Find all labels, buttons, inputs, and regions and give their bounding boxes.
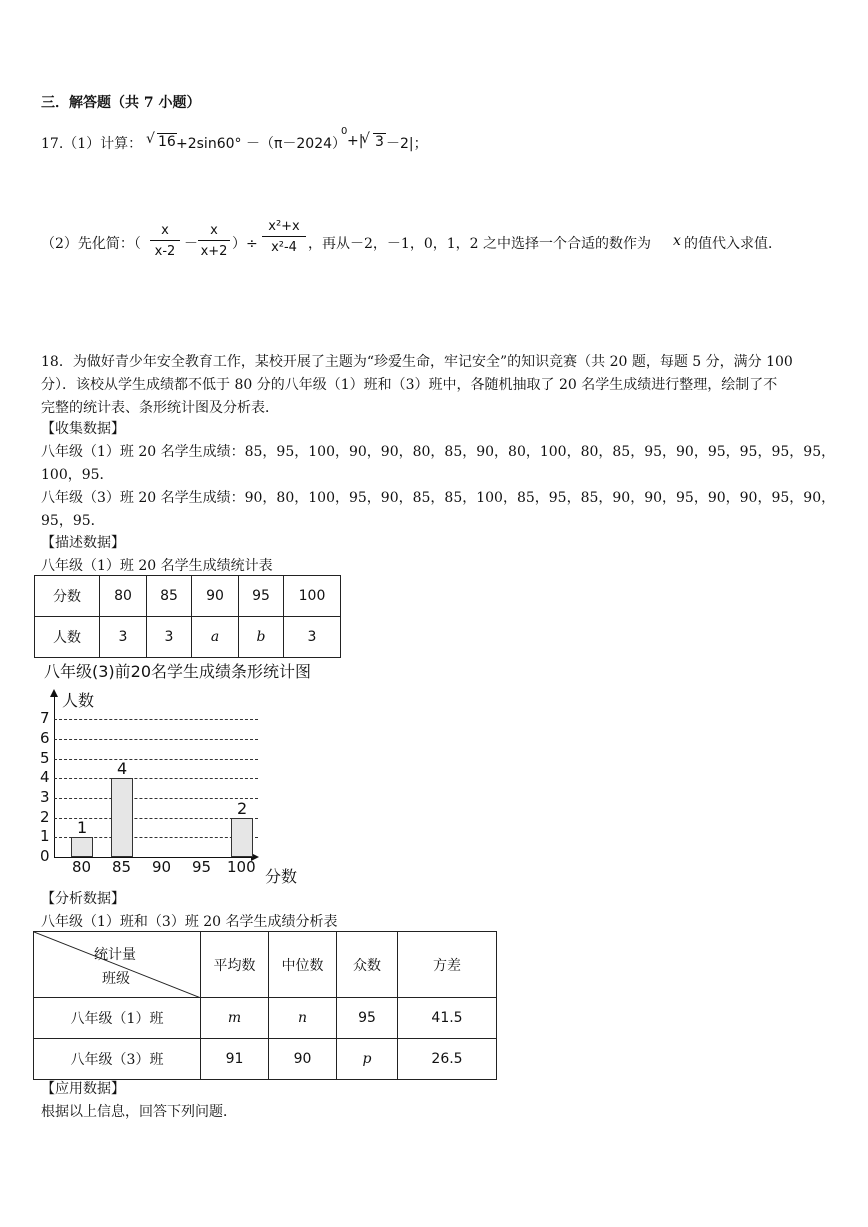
class3-data-line-1: 八年级（3）班 20 名学生成绩：90，80，100，95，90，85，85，100，85，95，85，90，90，95，90，90，95，90， (41, 490, 836, 506)
class1-data-line-2: 100，95． (41, 467, 114, 483)
fraction-2-numerator: x (198, 223, 230, 241)
analyze-heading: 【分析数据】 (41, 891, 125, 907)
y-tick-label: 1 (40, 827, 50, 846)
describe-heading: 【描述数据】 (41, 535, 125, 551)
fraction-2 (198, 223, 230, 259)
apply-text: 根据以上信息，回答下列问题． (41, 1104, 237, 1120)
q17-part2-suffix-a: ，再从－2，－1，0，1，2 之中选择一个合适的数作为 (308, 236, 651, 252)
y-tick-label: 6 (40, 728, 50, 747)
table2-cell: 八年级（1）班 (34, 998, 201, 1039)
fraction-2-denominator: x+2 (200, 244, 228, 259)
y-tick-label: 4 (40, 768, 50, 787)
chart-gridline (54, 818, 258, 819)
section-title: 三．解答题（共 7 小题） (41, 95, 201, 111)
chart-x-axis (54, 857, 252, 858)
x-tick-label: 80 (72, 858, 92, 876)
fraction-3-numerator: x²+x (262, 219, 306, 237)
y-tick-label: 2 (40, 807, 50, 826)
diag-bottom-label: 班级 (102, 971, 130, 987)
sqrt-sign: √ (146, 131, 155, 147)
table1-cell: 3 (100, 617, 147, 658)
chart-gridline (54, 778, 258, 779)
y-tick-label: 5 (40, 748, 50, 767)
sqrt-sign-2: √ (361, 131, 370, 147)
table1-cell: 90 (192, 576, 239, 617)
chart-gridline (54, 719, 258, 720)
table1-cell: 3 (147, 617, 192, 658)
table2-header-cell: 众数 (337, 932, 398, 998)
table2-caption: 八年级（1）班和（3）班 20 名学生成绩分析表 (41, 914, 338, 930)
minus-sign: － (184, 236, 198, 252)
chart-title: 八年级(3)前20名学生成绩条形统计图 (44, 662, 312, 681)
chart-gridline (54, 837, 258, 838)
diagonal-line (34, 932, 201, 998)
q17-part2-suffix-b: 的值代入求值． (684, 236, 782, 252)
table1-cell: 85 (147, 576, 192, 617)
analysis-table (33, 931, 497, 1080)
sqrt-radicand-16: 16 (158, 134, 176, 150)
table1-cell: 分数 (35, 576, 100, 617)
table2-header-cell: 中位数 (269, 932, 337, 998)
table1-cell: 3 (284, 617, 341, 658)
table2-cell: 95 (337, 998, 398, 1039)
x-tick-label: 90 (152, 858, 172, 876)
table1-cell: a (192, 617, 239, 658)
class1-data-line-1: 八年级（1）班 20 名学生成绩：85，95，100，90，90，80，85，90，80，100，80，85，95，90，95，95，95，95， (41, 444, 836, 460)
x-tick-label: 100 (227, 858, 256, 876)
table2-cell: 26.5 (398, 1039, 497, 1080)
class1-score-table (34, 575, 341, 658)
chart-bar (231, 818, 253, 857)
table2-cell: 41.5 (398, 998, 497, 1039)
table2-cell: m (201, 998, 269, 1039)
fraction-1 (150, 223, 180, 259)
fraction-3 (262, 219, 306, 255)
class3-data-line-2: 95，95． (41, 513, 105, 529)
y-axis-arrow-icon (50, 689, 58, 697)
table2-cell: 91 (201, 1039, 269, 1080)
bar-value-label: 1 (77, 818, 88, 838)
table2-cell: p (337, 1039, 398, 1080)
bar-value-label: 2 (237, 798, 248, 818)
collect-heading: 【收集数据】 (41, 421, 125, 437)
table2-header-row (34, 932, 497, 998)
fraction-1-denominator: x-2 (154, 244, 176, 259)
table1-cell: b (239, 617, 284, 658)
diag-top-label: 统计量 (94, 947, 136, 963)
close-divide: ）÷ (232, 236, 258, 252)
sqrt-radicand-3: 3 (375, 134, 384, 150)
q18-intro-line-3: 完整的统计表、条形统计图及分析表． (41, 400, 279, 416)
abs-open: +| (347, 133, 364, 149)
q18-intro-line-1: 18．为做好青少年安全教育工作，某校开展了主题为“珍爱生命，牢记安全”的知识竞赛（共 20 题，每题 5 分，满分 100 (41, 354, 793, 370)
table2-row-class3 (34, 1039, 497, 1080)
variable-x: x (673, 233, 681, 249)
table2-header-cell: 平均数 (201, 932, 269, 998)
bar-value-label: 4 (117, 759, 128, 779)
table1-cell: 95 (239, 576, 284, 617)
table2-cell: 90 (269, 1039, 337, 1080)
chart-gridline (54, 798, 258, 799)
table2-row-class1 (34, 998, 497, 1039)
x-tick-label: 85 (112, 858, 132, 876)
chart-bar (71, 837, 93, 857)
q18-intro-line-2: 分）．该校从学生成绩都不低于 80 分的八年级（1）班和（3）班中，各随机抽取了 20 名学生成绩进行整理，绘制了不 (41, 377, 778, 393)
table2-header-cell: 方差 (398, 932, 497, 998)
table1-cell: 人数 (35, 617, 100, 658)
x-axis-arrow-icon (251, 853, 259, 861)
q17-part2-prefix: （2）先化简：（ (41, 236, 141, 252)
chart-gridline (54, 739, 258, 740)
table2-diagonal-header (34, 932, 201, 998)
q17-part1-term2: +2sin60° －（π－2024） (176, 136, 347, 152)
table1-cell: 100 (284, 576, 341, 617)
fraction-1-numerator: x (150, 223, 180, 241)
exponent-zero: 0 (341, 126, 348, 137)
y-tick-label: 7 (40, 709, 50, 728)
q17-part1-prefix: 17.（1）计算： (41, 136, 143, 152)
chart-y-axis (54, 696, 55, 858)
table1-cell: 80 (100, 576, 147, 617)
table1-score-row (35, 576, 341, 617)
x-tick-label: 95 (192, 858, 212, 876)
chart-xlabel: 分数 (265, 867, 298, 886)
table2-cell: n (269, 998, 337, 1039)
chart-ylabel: 人数 (62, 691, 95, 710)
y-tick-label: 0 (40, 847, 50, 865)
table2-cell: 八年级（3）班 (34, 1039, 201, 1080)
table1-caption: 八年级（1）班 20 名学生成绩统计表 (41, 558, 273, 574)
table1-count-row (35, 617, 341, 658)
apply-heading: 【应用数据】 (41, 1081, 125, 1097)
chart-gridline (54, 759, 258, 760)
chart-bar (111, 778, 133, 857)
abs-rest: －2|； (386, 136, 428, 152)
y-tick-label: 3 (40, 787, 50, 806)
fraction-3-denominator: x²-4 (271, 240, 297, 255)
